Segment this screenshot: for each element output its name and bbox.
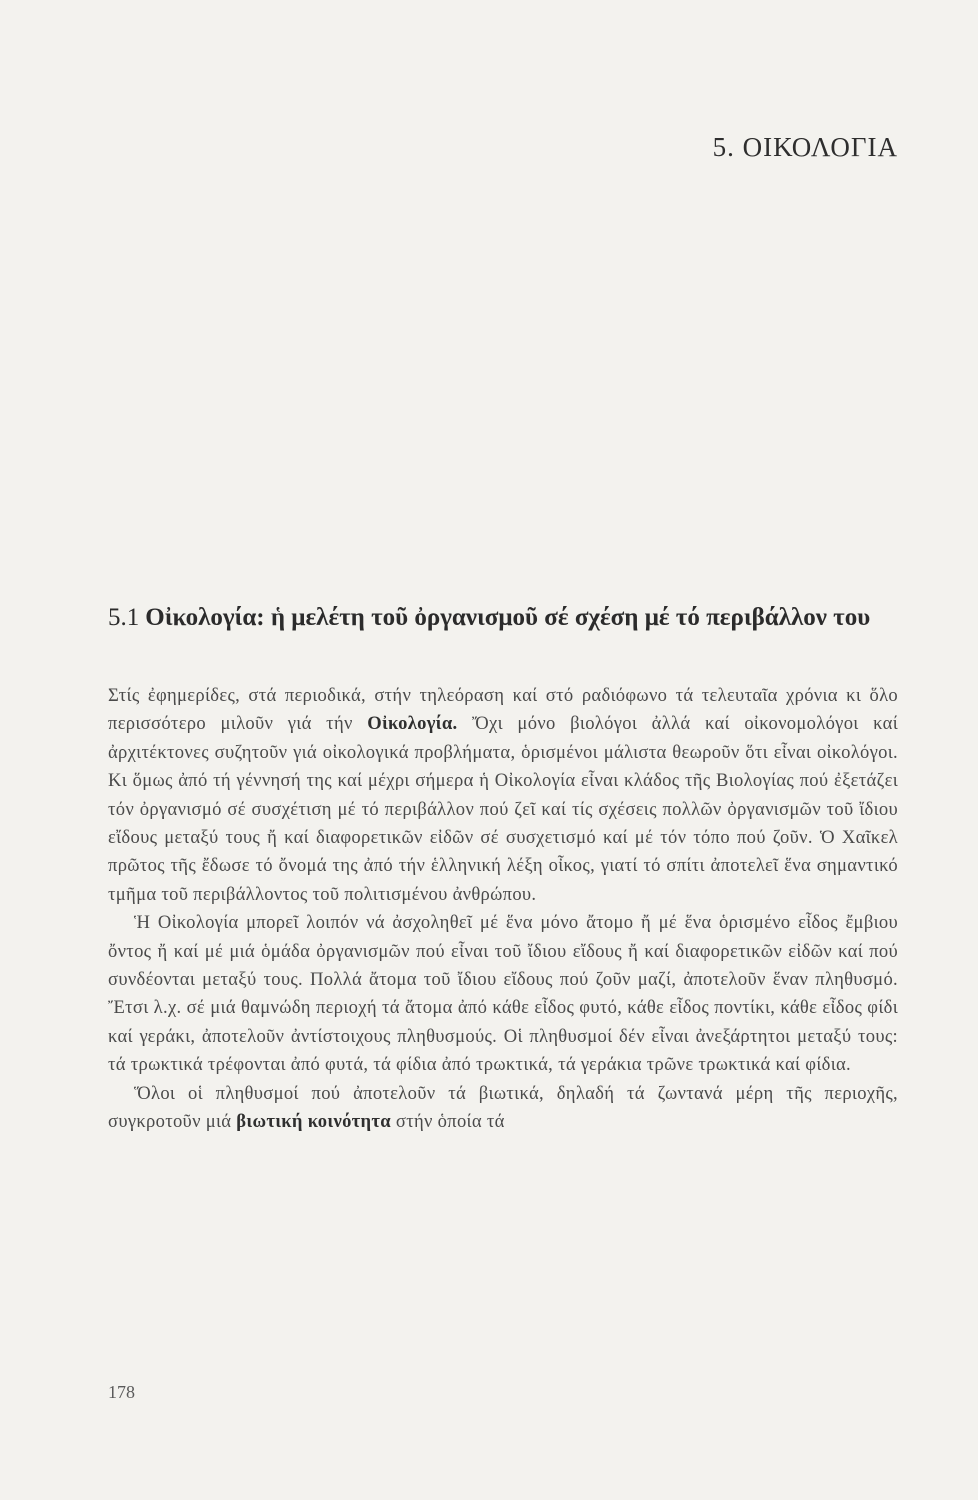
paragraph-3-text-a: Ὅλοι οἱ πληθυσμοί πού ἀποτελοῦν τά βιωτικά, δηλαδή τά ζωντανά μέρη τῆς περιοχῆς, συγκροτοῦν μιά [108, 1082, 898, 1133]
page-number: 178 [108, 1382, 135, 1402]
chapter-title: 5. ΟΙΚΟΛΟΓΙΑ [712, 132, 898, 162]
section-title: Οἰκολογία: ἡ μελέτη τοῦ ὀργανισμοῦ σέ σχέση μέ τό περιβάλλον του [145, 604, 871, 631]
paragraph-1-text-b: Ὄχι μόνο βιολόγοι ἀλλά καί οἰκονομολόγοι καί ἀρχιτέκτονες συζητοῦν γιά οἰκολογικά προβλήματα, ὁρισμένοι μάλιστα θεωροῦν ὅτι εἶναι οἰκολόγοι. Κι ὅμως ἀπό τή γέννησή της καί μέχρι σήμερα ἡ Οἰκολογία εἶναι κλάδος τῆς Βιολογίας πού ἐξετάζει τόν ὀργανισμό σέ συσχέτιση μέ τό περιβάλλον πού ζεῖ καί τίς σχέσεις πολλῶν ὀργανισμῶν τοῦ ἴδιου εἴδους μεταξύ τους ἤ καί διαφορετικῶν εἰδῶν σέ συσχετισμό καί μέ τόν τόπο πού ζοῦν. Ὁ Χαῖκελ πρῶτος τῆς ἔδωσε τό ὄνομά της ἀπό τήν ἑλληνική λέξη οἶκος, γιατί τό σπίτι ἀποτελεῖ ἕνα σημαντικό τμῆμα τοῦ περιβάλλοντος τοῦ πολιτισμένου ἀνθρώπου. [108, 713, 898, 905]
term-biotiki-koinotita: βιωτική κοινότητα [236, 1111, 391, 1133]
paragraph-3 [108, 1080, 898, 1137]
paragraph-1-text-a: Στίς ἐφημερίδες, στά περιοδικά, στήν τηλεόραση καί στό ραδιόφωνο τά τελευταῖα χρόνια κι ὅλο περισσότερο μιλοῦν γιά τήν [108, 685, 898, 735]
paragraph-2: Ἡ Οἰκολογία μπορεῖ λοιπόν νά ἀσχοληθεῖ μέ ἕνα μόνο ἄτομο ἤ μέ ἕνα ὁρισμένο εἶδος ἔμβιου ὄντος ἤ καί μέ μιά ὁμάδα ὀργανισμῶν πού εἶναι τοῦ ἴδιου εἴδους ἤ καί διαφορετικῶν εἰδῶν καί πού συνδέονται μεταξύ τους. Πολλά ἄτομα τοῦ ἴδιου εἴδους πού ζοῦν μαζί, ἀποτελοῦν ἕναν πληθυσμό. Ἔτσι λ.χ. σέ μιά θαμνώδη περιοχή τά ἄτομα ἀπό κάθε εἶδος φυτό, κάθε εἶδος ποντίκι, κάθε εἶδος φίδι καί γεράκι, ἀποτελοῦν ἀντίστοιχους πληθυσμούς. Οἱ πληθυσμοί δέν εἶναι ἀνεξάρτητοι μεταξύ τους: τά τρωκτικά τρέφονται ἀπό φυτά, τά φίδια ἀπό τρωκτικά, τά γεράκια τρῶνε τρωκτικά καί φίδια. [108, 912, 898, 1076]
section-number: 5.1 [108, 604, 140, 631]
term-oikologia: Οἰκολογία. [367, 713, 458, 735]
body-text [108, 682, 898, 1137]
paragraph-3-text-b: στήν ὁποία τά [390, 1111, 505, 1133]
paragraph-1 [108, 682, 898, 909]
section-heading [108, 600, 898, 636]
